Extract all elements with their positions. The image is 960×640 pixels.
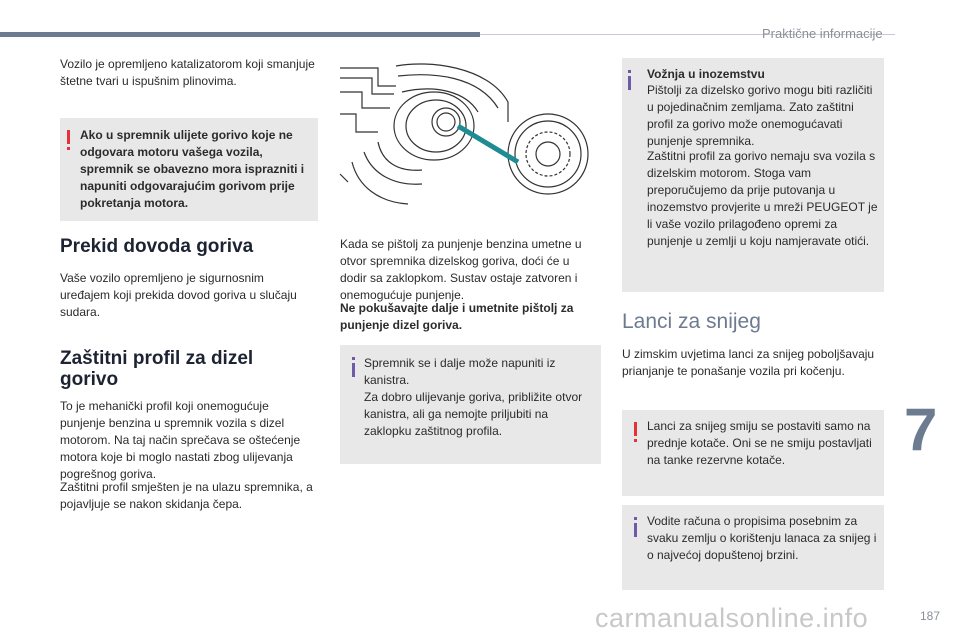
header-bar [0,32,480,37]
info-box-canister [340,345,601,464]
heading-snow-chains: Lanci za snijeg [622,310,761,333]
info-box-abroad [622,58,884,292]
section-header-title: Praktične informacije [762,26,883,41]
warning-icon [67,130,71,150]
info-abroad-text-2: Zaštitni profil za gorivo nemaju sva vozila s dizelskim motorom. Stoga vam preporučujemo da prije putovanja u inozemstvo provjerite u mreži PEUGEOT je li vaše vozilo prilagođeno opremi za punjenje u zemlji u koju namjeravate otići. [647,149,878,248]
info-abroad-title: Vožnja u inozemstvu [647,67,765,81]
diesel-profile-text-2: Zaštitni profil smješten je na ulazu spremnika, a pojavljuje se nakon skidanja čepa. [60,480,313,511]
info-chains-text: Vodite računa o propisima posebnim za svaku zemlju o korištenju lanaca za snijeg i o najvećoj dopuštenoj brzini. [647,514,877,562]
diesel-profile-text-1: To je mehanički profil koji onemogućuje punjenje benzina u spremnik vozila s dizel motorom. Na taj način sprečava se oštećenje motora koje bi moglo nastati zbog ulijevanja pogrešnog goriva. [60,399,301,481]
intro-text: Vozilo je opremljeno katalizatorom koji smanjuje štetne tvari u ispušnim plinovima. [60,57,315,88]
info-icon [628,70,632,90]
warning-text-fuel: Ako u spremnik ulijete gorivo koje ne odgovara motoru vašega vozila, spremnik se obavezno mora isprazniti i napuniti odgovarajućim gorivom prije pokretanja motora. [80,128,305,210]
info-icon [352,357,356,377]
warning-icon [634,422,638,442]
warning-box-chains [622,410,884,496]
info-canister-line1: Spremnik se i dalje može napuniti iz kanistra. [364,356,556,387]
diesel-nozzle-text: Kada se pištolj za punjenje benzina umetne u otvor spremnika dizelskog goriva, doći će u dodir sa zaklopkom. Sustav ostaje zatvoren i onemogućuje punjenje. [340,237,582,302]
warning-box-fuel [60,118,318,221]
heading-diesel-profile: Zaštitni profil za dizel gorivo [60,348,254,390]
diesel-nozzle-warning: Ne pokušavajte dalje i umetnite pištolj za punjenje dizel goriva. [340,301,574,332]
fuel-filler-illustration [338,62,600,230]
warning-chains-text: Lanci za snijeg smiju se postaviti samo na prednje kotače. Oni se ne smiju postavljati na tanke rezervne kotače. [647,419,872,467]
chapter-number: 7 [904,396,938,463]
heading-fuel-cutoff: Prekid dovoda goriva [60,236,254,257]
page-number: 187 [919,609,940,623]
info-icon [634,517,638,537]
watermark: carmanualsonline.info [595,603,869,633]
info-box-chains [622,505,884,590]
fuel-cutoff-text: Vaše vozilo opremljeno je sigurnosnim uređajem koji prekida dovod goriva u slučaju sudara. [60,271,297,319]
info-abroad-text-1: Pištolji za dizelsko gorivo mogu biti različiti u pojedinačnim zemljama. Zato zaštitni profil za gorivo može onemogućavati punjenje spremnika. [647,83,873,148]
info-canister-line2: Za dobro ulijevanje goriva, približite otvor kanistra, ali ga nemojte priljubiti na zaklopku zaštitnog profila. [364,390,583,438]
snow-chains-text: U zimskim uvjetima lanci za snijeg poboljšavaju prianjanje te ponašanje vozila pri kočenju. [622,347,875,378]
